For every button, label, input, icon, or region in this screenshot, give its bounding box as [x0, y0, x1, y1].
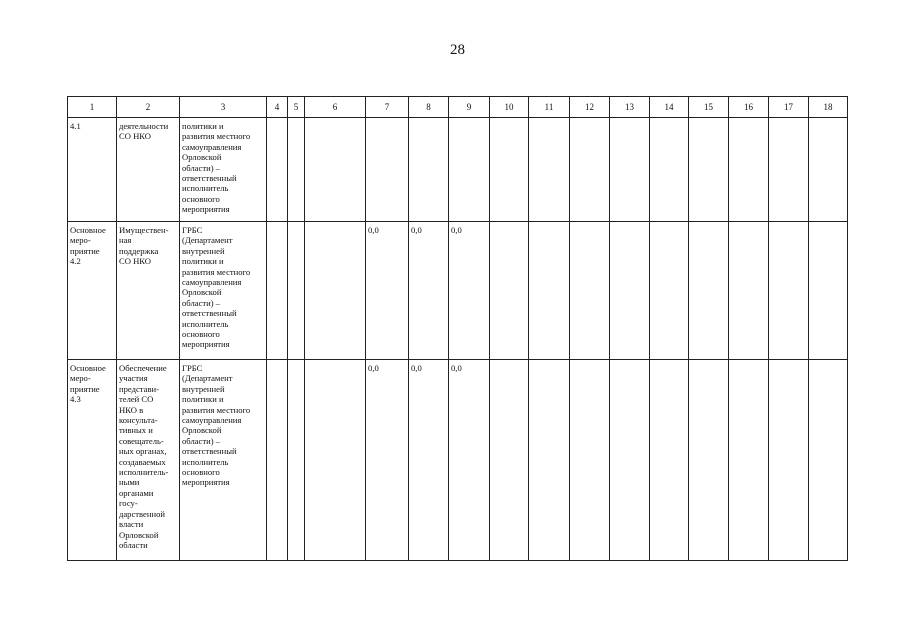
column-header: 15 [689, 97, 729, 118]
cell-responsible: политики и развития местного самоуправления Орловской области) – ответственный исполнитель основного мероприятия [180, 118, 267, 222]
cell-value-col9: 0,0 [449, 222, 490, 360]
cell-responsible: ГРБС (Департамент внутренней политики и развития местного самоуправления Орловской области) – ответственный исполнитель основного мероприятия [180, 222, 267, 360]
page-number: 28 [450, 42, 465, 58]
cell-empty [288, 222, 305, 360]
cell-empty [570, 360, 610, 561]
cell-empty [570, 222, 610, 360]
column-header: 11 [529, 97, 570, 118]
cell-empty [769, 222, 809, 360]
cell-empty [610, 222, 650, 360]
cell-empty [809, 222, 848, 360]
cell-empty [769, 118, 809, 222]
column-header: 13 [610, 97, 650, 118]
cell-empty [288, 118, 305, 222]
column-header: 14 [650, 97, 689, 118]
cell-empty [689, 222, 729, 360]
cell-responsible: ГРБС (Департамент внутренней политики и развития местного самоуправления Орловской области) – ответственный исполнитель основного мероприятия [180, 360, 267, 561]
cell-empty [650, 360, 689, 561]
cell-value-col9: 0,0 [449, 360, 490, 561]
cell-value-col8: 0,0 [409, 360, 449, 561]
cell-value-col7 [366, 118, 409, 222]
cell-activity-number: Основное меро- приятие 4.3 [68, 360, 117, 561]
cell-empty [729, 118, 769, 222]
cell-value-col7: 0,0 [366, 360, 409, 561]
table-row [68, 360, 848, 561]
column-header: 8 [409, 97, 449, 118]
column-header: 5 [288, 97, 305, 118]
cell-empty [650, 118, 689, 222]
cell-empty [267, 222, 288, 360]
cell-value-col9 [449, 118, 490, 222]
column-header: 16 [729, 97, 769, 118]
cell-activity-number: Основное меро- приятие 4.2 [68, 222, 117, 360]
column-header: 10 [490, 97, 529, 118]
cell-empty [729, 222, 769, 360]
cell-activity-name: деятельности СО НКО [117, 118, 180, 222]
cell-empty [305, 360, 366, 561]
cell-empty [610, 360, 650, 561]
cell-empty [490, 360, 529, 561]
table-header-row [68, 97, 848, 118]
column-header: 18 [809, 97, 848, 118]
cell-empty [529, 118, 570, 222]
column-header: 17 [769, 97, 809, 118]
column-header: 6 [305, 97, 366, 118]
cell-empty [529, 360, 570, 561]
cell-value-col8: 0,0 [409, 222, 449, 360]
cell-empty [267, 118, 288, 222]
cell-activity-number: 4.1 [68, 118, 117, 222]
column-header: 2 [117, 97, 180, 118]
cell-value-col8 [409, 118, 449, 222]
column-header: 9 [449, 97, 490, 118]
cell-empty [305, 118, 366, 222]
cell-activity-name: Обеспечение участия представи- телей СО НКО в консульта- тивных и совещатель- ных органах, создаваемых исполнитель- ными органами госу- дарственной власти Орловской области [117, 360, 180, 561]
cell-empty [809, 360, 848, 561]
cell-empty [650, 222, 689, 360]
column-header: 1 [68, 97, 117, 118]
cell-empty [529, 222, 570, 360]
cell-empty [809, 118, 848, 222]
column-header: 12 [570, 97, 610, 118]
cell-empty [689, 118, 729, 222]
cell-activity-name: Имуществен- ная поддержка СО НКО [117, 222, 180, 360]
cell-empty [769, 360, 809, 561]
cell-empty [267, 360, 288, 561]
cell-empty [305, 222, 366, 360]
cell-empty [610, 118, 650, 222]
column-header: 7 [366, 97, 409, 118]
budget-table [67, 96, 848, 561]
table-row [68, 222, 848, 360]
table-row [68, 118, 848, 222]
cell-empty [490, 118, 529, 222]
cell-empty [729, 360, 769, 561]
column-header: 4 [267, 97, 288, 118]
cell-empty [570, 118, 610, 222]
cell-empty [288, 360, 305, 561]
cell-empty [490, 222, 529, 360]
cell-empty [689, 360, 729, 561]
cell-value-col7: 0,0 [366, 222, 409, 360]
column-header: 3 [180, 97, 267, 118]
